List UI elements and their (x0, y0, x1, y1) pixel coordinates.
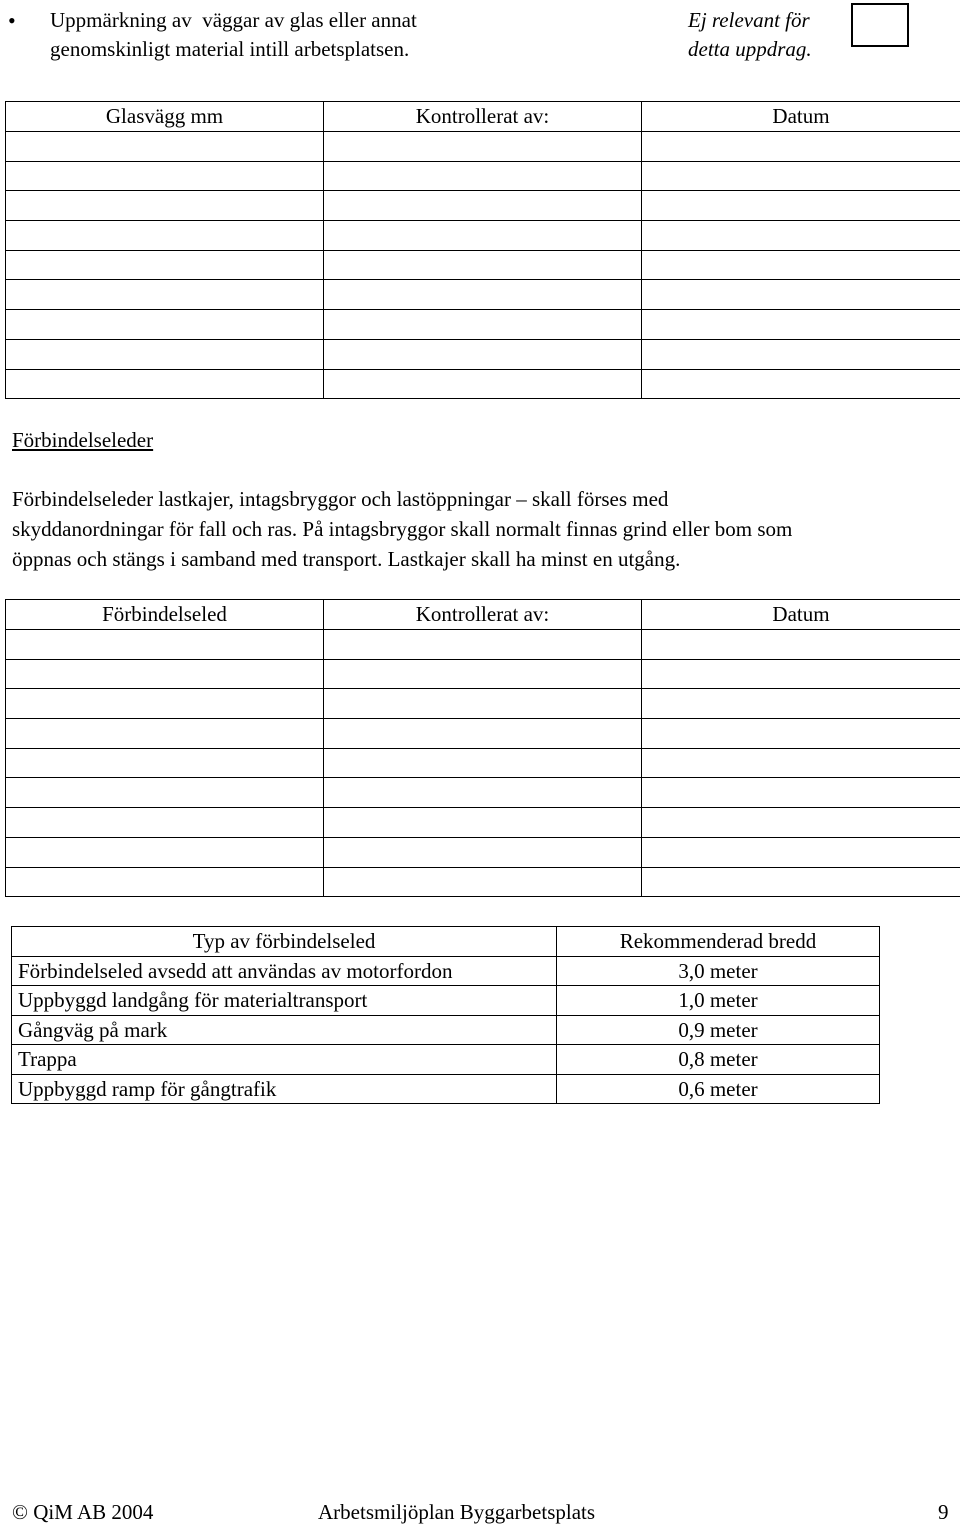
width-cell: 0,8 meter (557, 1045, 880, 1075)
glass-wall-header: Glasvägg mm (6, 102, 324, 132)
empty-form-cell[interactable] (324, 191, 642, 221)
empty-form-cell[interactable] (324, 630, 642, 660)
empty-form-cell[interactable] (6, 369, 324, 399)
table-row (6, 778, 960, 808)
bullet-text-line1: Uppmärkning av väggar av glas eller annat (50, 8, 417, 32)
empty-form-cell[interactable] (642, 837, 960, 867)
paragraph-line: öppnas och stängs i samband med transport. Lastkajer skall ha minst en utgång. (12, 547, 681, 571)
bullet-text-line2: genomskinligt material intill arbetsplatsen. (50, 37, 410, 61)
empty-form-cell[interactable] (6, 689, 324, 719)
empty-form-cell[interactable] (6, 659, 324, 689)
empty-form-cell[interactable] (642, 132, 960, 162)
section-paragraph (12, 484, 952, 574)
date-header: Datum (642, 102, 960, 132)
empty-form-cell[interactable] (324, 689, 642, 719)
empty-form-cell[interactable] (642, 369, 960, 399)
empty-form-cell[interactable] (324, 778, 642, 808)
route-type-cell: Förbindelseled avsedd att användas av motorfordon (12, 956, 557, 986)
table-row (6, 748, 960, 778)
empty-form-cell[interactable] (324, 867, 642, 897)
empty-form-cell[interactable] (324, 310, 642, 340)
empty-form-cell[interactable] (642, 808, 960, 838)
empty-form-cell[interactable] (324, 161, 642, 191)
bullet-text (50, 6, 417, 64)
empty-form-cell[interactable] (324, 748, 642, 778)
empty-form-cell[interactable] (642, 719, 960, 749)
route-type-cell: Uppbyggd ramp för gångtrafik (12, 1074, 557, 1104)
table-row (6, 132, 960, 162)
checked-by-header: Kontrollerat av: (324, 600, 642, 630)
table-row (6, 808, 960, 838)
connection-route-header: Förbindelseled (6, 600, 324, 630)
table-row (6, 719, 960, 749)
glass-wall-table (5, 101, 960, 399)
empty-form-cell[interactable] (642, 867, 960, 897)
table-row (6, 310, 960, 340)
empty-form-cell[interactable] (6, 867, 324, 897)
empty-form-cell[interactable] (642, 748, 960, 778)
recommended-width-table (11, 926, 880, 1104)
table-row (6, 837, 960, 867)
date-header: Datum (642, 600, 960, 630)
not-relevant-note (688, 6, 812, 64)
table-row (6, 659, 960, 689)
empty-form-cell[interactable] (6, 310, 324, 340)
checked-by-header: Kontrollerat av: (324, 102, 642, 132)
empty-form-cell[interactable] (642, 280, 960, 310)
empty-form-cell[interactable] (324, 837, 642, 867)
empty-form-cell[interactable] (324, 339, 642, 369)
table-row (12, 1045, 880, 1075)
empty-form-cell[interactable] (6, 161, 324, 191)
table-row (6, 161, 960, 191)
empty-form-cell[interactable] (6, 280, 324, 310)
empty-form-cell[interactable] (324, 719, 642, 749)
width-cell: 0,6 meter (557, 1074, 880, 1104)
table-row (12, 956, 880, 986)
width-cell: 3,0 meter (557, 956, 880, 986)
route-type-cell: Gångväg på mark (12, 1015, 557, 1045)
empty-form-cell[interactable] (6, 748, 324, 778)
not-relevant-line1: Ej relevant för (688, 8, 810, 32)
empty-form-cell[interactable] (324, 369, 642, 399)
empty-form-cell[interactable] (642, 339, 960, 369)
empty-form-cell[interactable] (324, 250, 642, 280)
empty-form-cell[interactable] (642, 310, 960, 340)
empty-form-cell[interactable] (324, 808, 642, 838)
table-row (12, 1074, 880, 1104)
empty-form-cell[interactable] (6, 132, 324, 162)
empty-form-cell[interactable] (6, 250, 324, 280)
page-number: 9 (938, 1500, 949, 1524)
route-type-cell: Uppbyggd landgång för materialtransport (12, 986, 557, 1016)
empty-form-cell[interactable] (6, 221, 324, 251)
connection-route-table (5, 599, 960, 897)
empty-form-cell[interactable] (6, 339, 324, 369)
section-heading: Förbindelseleder (12, 428, 154, 452)
empty-form-cell[interactable] (6, 630, 324, 660)
empty-form-cell[interactable] (642, 191, 960, 221)
table-row (6, 867, 960, 897)
table-row (6, 689, 960, 719)
width-cell: 1,0 meter (557, 986, 880, 1016)
not-relevant-checkbox[interactable] (851, 3, 909, 47)
empty-form-cell[interactable] (6, 808, 324, 838)
table-row (12, 986, 880, 1016)
empty-form-cell[interactable] (6, 778, 324, 808)
paragraph-line: Förbindelseleder lastkajer, intagsbryggor och lastöppningar – skall förses med (12, 487, 669, 511)
width-cell: 0,9 meter (557, 1015, 880, 1045)
table-row (6, 191, 960, 221)
empty-form-cell[interactable] (642, 250, 960, 280)
footer-copyright: © QiM AB 2004 (12, 1500, 154, 1524)
empty-form-cell[interactable] (642, 689, 960, 719)
empty-form-cell[interactable] (6, 191, 324, 221)
table-row (6, 339, 960, 369)
footer-title: Arbetsmiljöplan Byggarbetsplats (318, 1500, 596, 1524)
empty-form-cell[interactable] (642, 161, 960, 191)
empty-form-cell[interactable] (642, 221, 960, 251)
route-type-cell: Trappa (12, 1045, 557, 1075)
table-row (6, 630, 960, 660)
empty-form-cell[interactable] (324, 659, 642, 689)
bullet-marker: • (8, 8, 16, 33)
empty-form-cell[interactable] (324, 132, 642, 162)
empty-form-cell[interactable] (6, 719, 324, 749)
empty-form-cell[interactable] (642, 778, 960, 808)
recommended-width-header: Rekommenderad bredd (557, 927, 880, 957)
empty-form-cell[interactable] (642, 659, 960, 689)
table-row (6, 250, 960, 280)
table-row (6, 221, 960, 251)
empty-form-cell[interactable] (324, 221, 642, 251)
empty-form-cell[interactable] (642, 630, 960, 660)
table-row (6, 280, 960, 310)
paragraph-line: skyddanordningar för fall och ras. På intagsbryggor skall normalt finnas grind eller bom som (12, 517, 793, 541)
empty-form-cell[interactable] (6, 837, 324, 867)
table-row (12, 1015, 880, 1045)
table-row (6, 369, 960, 399)
not-relevant-line2: detta uppdrag. (688, 37, 812, 61)
empty-form-cell[interactable] (324, 280, 642, 310)
route-type-header: Typ av förbindelseled (12, 927, 557, 957)
